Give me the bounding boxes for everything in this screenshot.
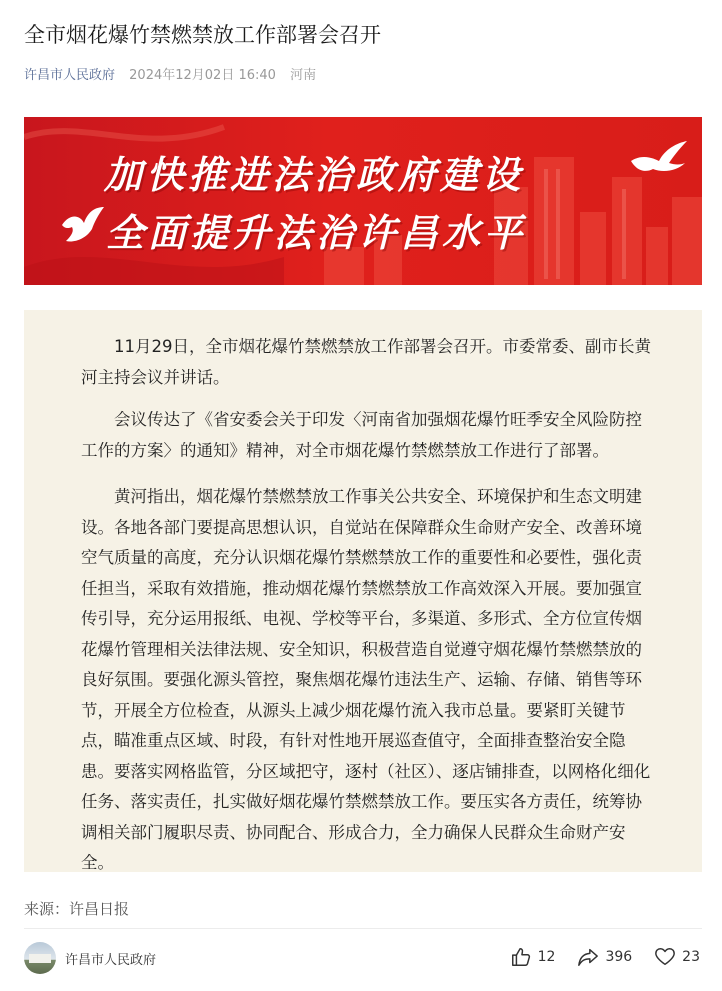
account-name[interactable]: 许昌市人民政府 [65,952,157,968]
article-meta [24,64,316,83]
article-body [24,310,702,872]
paragraph: 11月29日，全市烟花爆竹禁燃禁放工作部署会召开。市委常委、副市长黄河主持会议并讲话。 [81,337,651,387]
share-icon [577,946,599,968]
article-title: 全市烟花爆竹禁燃禁放工作部署会召开 [24,23,381,47]
divider [24,928,702,929]
location: 河南 [290,68,317,83]
share-count: 396 [605,949,633,965]
banner-image [24,117,702,285]
action-bar [488,946,700,968]
dove-icon [60,205,106,245]
heart-count: 23 [682,949,700,965]
banner-slogan-1: 加快推进法治政府建设 [104,153,525,197]
avatar[interactable] [24,942,56,974]
thumbs-up-icon [510,946,532,968]
like-button[interactable] [510,946,556,968]
dove-icon [629,139,689,175]
publish-date: 2024年12月02日 16:40 [129,68,276,83]
paragraph: 会议传达了《省安委会关于印发〈河南省加强烟花爆竹旺季安全风险防控工作的方案〉的通知》精神，对全市烟花爆竹禁燃禁放工作进行了部署。 [81,410,642,460]
heart-icon [654,946,676,968]
like-count: 12 [537,949,556,965]
city-skyline-decoration [24,117,702,285]
heart-button[interactable] [654,946,700,968]
banner-slogan-2: 全面提升法治许昌水平 [106,211,527,255]
paragraph: 黄河指出，烟花爆竹禁燃禁放工作事关公共安全、环境保护和生态文明建设。各地各部门要提高思想认识，自觉站在保障群众生命财产安全、改善环境空气质量的高度，充分认识烟花爆竹禁燃禁放工作的重要性和必要性，强化责任担当，采取有效措施，推动烟花爆竹禁燃禁放工作高效深入开展。要加强宣传引导，充分运用报纸、电视、学校等平台，多渠道、多形式、全方位宣传烟花爆竹管理相关法律法规、安全知识，积极营造自觉遵守烟花爆竹禁燃禁放的良好氛围。要强化源头管控，聚焦烟花爆竹违法生产、运输、存储、销售等环节，开展全方位检查，从源头上减少烟花爆竹流入我市总量。要紧盯关键节点，瞄准重点区域、时段，有针对性地开展巡查值守，全面排查整治安全隐患。要落实网格监管，分区域把守，逐村（社区）、逐店铺排查，以网格化细化任务、落实责任，扎实做好烟花爆竹禁燃禁放工作。要压实各方责任，统筹协调相关部门履职尽责、协同配合、形成合力，全力确保人民群众生命财产安全。 [81,487,651,872]
share-button[interactable] [577,946,632,968]
author-link[interactable]: 许昌市人民政府 [24,68,116,83]
account-card[interactable] [24,942,156,974]
article-source: 来源：许昌日报 [24,900,130,918]
